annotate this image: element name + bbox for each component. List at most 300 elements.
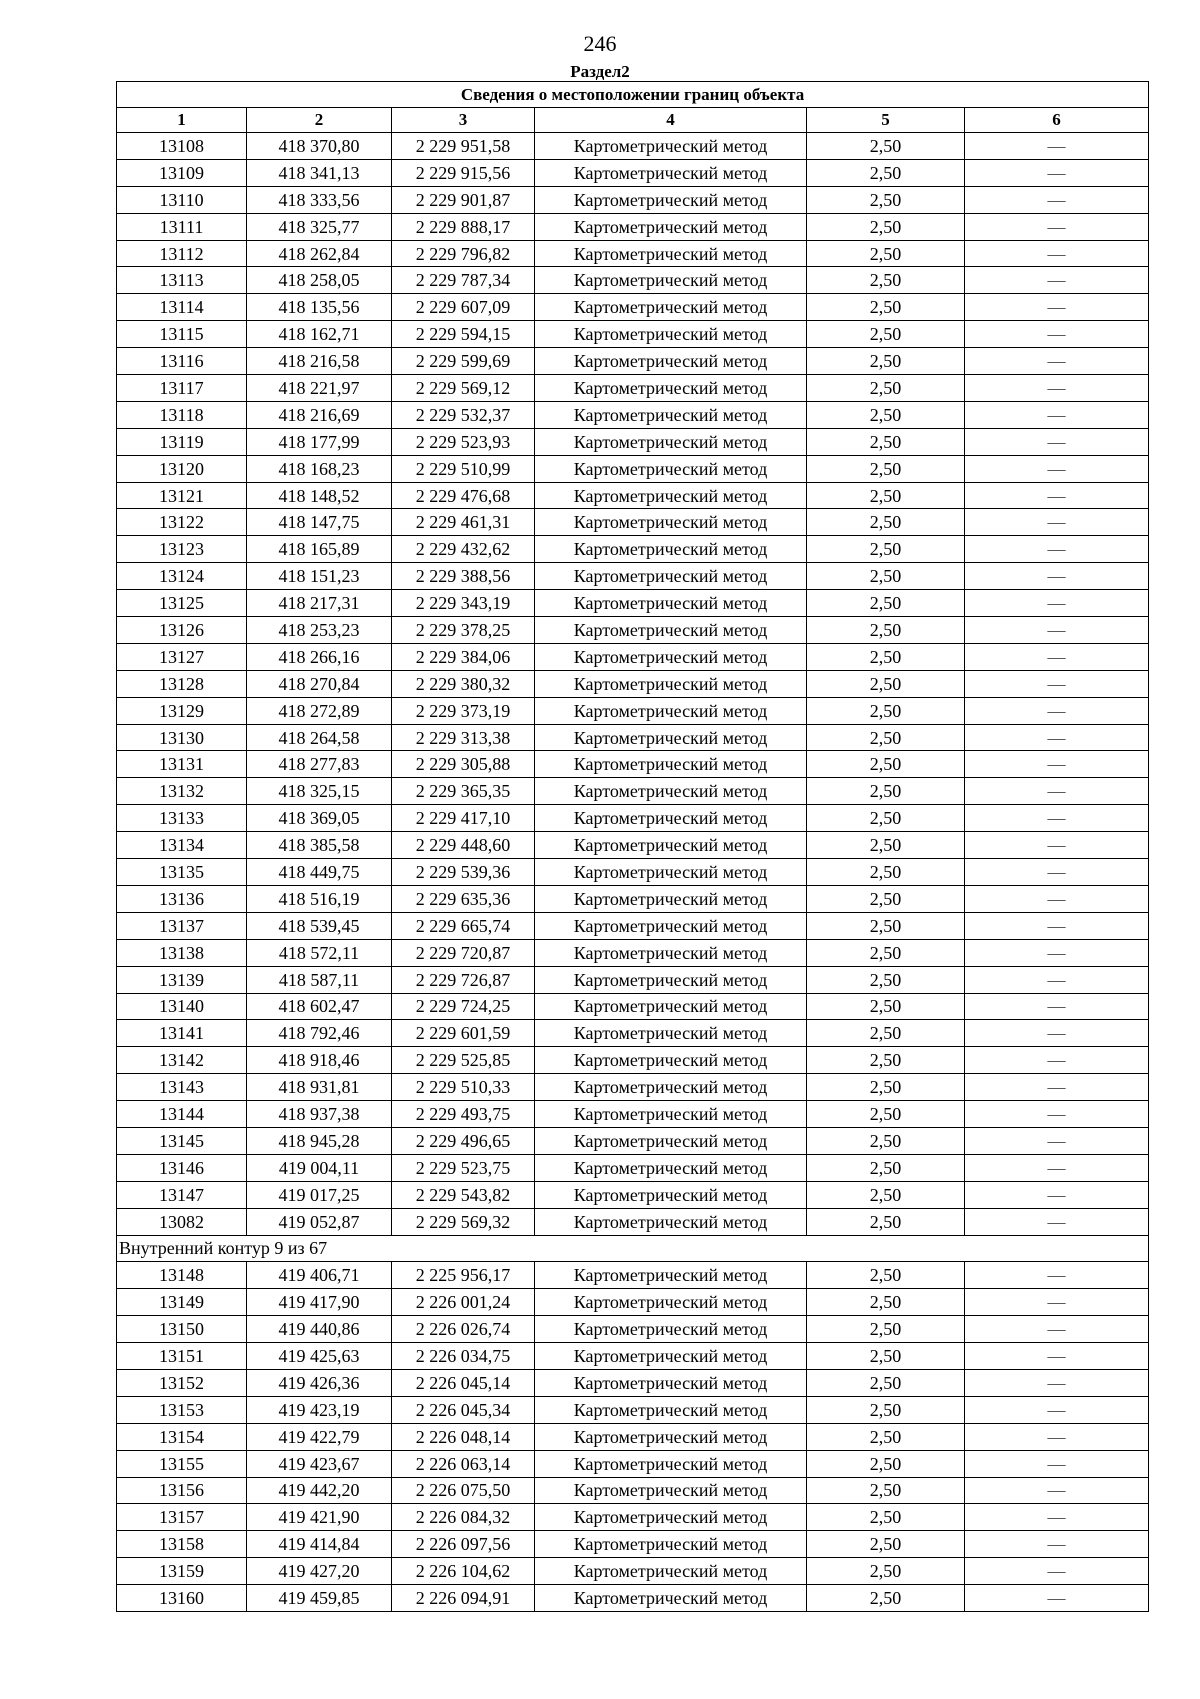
method-cell: Картометрический метод	[535, 1504, 807, 1531]
method-cell: Картометрический метод	[535, 1074, 807, 1101]
description-cell: —	[965, 993, 1149, 1020]
method-cell: Картометрический метод	[535, 885, 807, 912]
section-title: Раздел2	[570, 62, 630, 81]
y-coordinate-cell: 2 226 045,34	[392, 1396, 535, 1423]
accuracy-cell: 2,50	[807, 213, 965, 240]
point-number-cell: 13124	[117, 563, 247, 590]
point-number-cell: 13153	[117, 1396, 247, 1423]
y-coordinate-cell: 2 229 523,93	[392, 428, 535, 455]
table-row	[117, 267, 1149, 294]
point-number-cell: 13113	[117, 267, 247, 294]
point-number-cell: 13137	[117, 912, 247, 939]
table-row	[117, 482, 1149, 509]
description-cell: —	[965, 778, 1149, 805]
table-row	[117, 859, 1149, 886]
x-coordinate-cell: 419 440,86	[247, 1316, 392, 1343]
y-coordinate-cell: 2 229 365,35	[392, 778, 535, 805]
x-coordinate-cell: 419 422,79	[247, 1423, 392, 1450]
y-coordinate-cell: 2 229 796,82	[392, 240, 535, 267]
y-coordinate-cell: 2 229 525,85	[392, 1047, 535, 1074]
accuracy-cell: 2,50	[807, 670, 965, 697]
method-cell: Картометрический метод	[535, 724, 807, 751]
point-number-cell: 13127	[117, 643, 247, 670]
description-cell: —	[965, 1477, 1149, 1504]
table-row	[117, 966, 1149, 993]
x-coordinate-cell: 418 587,11	[247, 966, 392, 993]
description-cell: —	[965, 348, 1149, 375]
y-coordinate-cell: 2 226 084,32	[392, 1504, 535, 1531]
table-row	[117, 428, 1149, 455]
method-cell: Картометрический метод	[535, 912, 807, 939]
accuracy-cell: 2,50	[807, 751, 965, 778]
description-cell: —	[965, 1262, 1149, 1289]
method-cell: Картометрический метод	[535, 805, 807, 832]
point-number-cell: 13159	[117, 1558, 247, 1585]
description-cell: —	[965, 1047, 1149, 1074]
point-number-cell: 13140	[117, 993, 247, 1020]
x-coordinate-cell: 419 004,11	[247, 1154, 392, 1181]
point-number-cell: 13115	[117, 321, 247, 348]
table-row	[117, 186, 1149, 213]
page-number: 246	[583, 31, 617, 56]
method-cell: Картометрический метод	[535, 590, 807, 617]
accuracy-cell: 2,50	[807, 267, 965, 294]
y-coordinate-cell: 2 226 048,14	[392, 1423, 535, 1450]
description-cell: —	[965, 1396, 1149, 1423]
point-number-cell: 13136	[117, 885, 247, 912]
point-number-cell: 13147	[117, 1181, 247, 1208]
table-row	[117, 1343, 1149, 1370]
point-number-cell: 13112	[117, 240, 247, 267]
column-number: 6	[965, 108, 1149, 133]
x-coordinate-cell: 418 602,47	[247, 993, 392, 1020]
table-row	[117, 536, 1149, 563]
table-row	[117, 1127, 1149, 1154]
table-row	[117, 1262, 1149, 1289]
description-cell: —	[965, 294, 1149, 321]
method-cell: Картометрический метод	[535, 670, 807, 697]
point-number-cell: 13139	[117, 966, 247, 993]
point-number-cell: 13148	[117, 1262, 247, 1289]
x-coordinate-cell: 418 148,52	[247, 482, 392, 509]
description-cell: —	[965, 455, 1149, 482]
table-row	[117, 805, 1149, 832]
x-coordinate-cell: 418 325,15	[247, 778, 392, 805]
table-row	[117, 1154, 1149, 1181]
method-cell: Картометрический метод	[535, 697, 807, 724]
table-row	[117, 697, 1149, 724]
x-coordinate-cell: 419 423,67	[247, 1450, 392, 1477]
point-number-cell: 13129	[117, 697, 247, 724]
table-row	[117, 885, 1149, 912]
x-coordinate-cell: 419 427,20	[247, 1558, 392, 1585]
y-coordinate-cell: 2 229 951,58	[392, 133, 535, 160]
point-number-cell: 13110	[117, 186, 247, 213]
y-coordinate-cell: 2 229 569,12	[392, 375, 535, 402]
table-row	[117, 643, 1149, 670]
x-coordinate-cell: 418 216,58	[247, 348, 392, 375]
y-coordinate-cell: 2 229 607,09	[392, 294, 535, 321]
table-caption: Сведения о местоположении границ объекта	[117, 82, 1149, 108]
x-coordinate-cell: 418 272,89	[247, 697, 392, 724]
accuracy-cell: 2,50	[807, 1369, 965, 1396]
accuracy-cell: 2,50	[807, 617, 965, 644]
method-cell: Картометрический метод	[535, 1477, 807, 1504]
x-coordinate-cell: 419 423,19	[247, 1396, 392, 1423]
accuracy-cell: 2,50	[807, 348, 965, 375]
accuracy-cell: 2,50	[807, 1020, 965, 1047]
table-row	[117, 1047, 1149, 1074]
y-coordinate-cell: 2 226 001,24	[392, 1289, 535, 1316]
method-cell: Картометрический метод	[535, 1531, 807, 1558]
accuracy-cell: 2,50	[807, 885, 965, 912]
method-cell: Картометрический метод	[535, 1047, 807, 1074]
point-number-cell: 13117	[117, 375, 247, 402]
point-number-cell: 13158	[117, 1531, 247, 1558]
table-row	[117, 1450, 1149, 1477]
x-coordinate-cell: 419 417,90	[247, 1289, 392, 1316]
x-coordinate-cell: 418 945,28	[247, 1127, 392, 1154]
point-number-cell: 13118	[117, 401, 247, 428]
y-coordinate-cell: 2 229 635,36	[392, 885, 535, 912]
point-number-cell: 13116	[117, 348, 247, 375]
accuracy-cell: 2,50	[807, 859, 965, 886]
description-cell: —	[965, 697, 1149, 724]
accuracy-cell: 2,50	[807, 1101, 965, 1128]
method-cell: Картометрический метод	[535, 1396, 807, 1423]
description-cell: —	[965, 912, 1149, 939]
method-cell: Картометрический метод	[535, 240, 807, 267]
point-number-cell: 13122	[117, 509, 247, 536]
method-cell: Картометрический метод	[535, 375, 807, 402]
y-coordinate-cell: 2 229 569,32	[392, 1208, 535, 1235]
y-coordinate-cell: 2 229 432,62	[392, 536, 535, 563]
method-cell: Картометрический метод	[535, 213, 807, 240]
table-row	[117, 993, 1149, 1020]
accuracy-cell: 2,50	[807, 536, 965, 563]
table-row	[117, 751, 1149, 778]
x-coordinate-cell: 418 168,23	[247, 455, 392, 482]
point-number-cell: 13144	[117, 1101, 247, 1128]
table-row	[117, 1585, 1149, 1612]
table-row	[117, 1531, 1149, 1558]
accuracy-cell: 2,50	[807, 590, 965, 617]
table-body	[117, 133, 1149, 1612]
accuracy-cell: 2,50	[807, 724, 965, 751]
point-number-cell: 13151	[117, 1343, 247, 1370]
y-coordinate-cell: 2 226 104,62	[392, 1558, 535, 1585]
method-cell: Картометрический метод	[535, 1289, 807, 1316]
table-row	[117, 401, 1149, 428]
description-cell: —	[965, 267, 1149, 294]
accuracy-cell: 2,50	[807, 805, 965, 832]
y-coordinate-cell: 2 229 539,36	[392, 859, 535, 886]
method-cell: Картометрический метод	[535, 832, 807, 859]
point-number-cell: 13119	[117, 428, 247, 455]
table-row	[117, 1289, 1149, 1316]
x-coordinate-cell: 418 325,77	[247, 213, 392, 240]
accuracy-cell: 2,50	[807, 428, 965, 455]
y-coordinate-cell: 2 226 094,91	[392, 1585, 535, 1612]
description-cell: —	[965, 670, 1149, 697]
x-coordinate-cell: 418 216,69	[247, 401, 392, 428]
description-cell: —	[965, 186, 1149, 213]
point-number-cell: 13154	[117, 1423, 247, 1450]
y-coordinate-cell: 2 229 510,99	[392, 455, 535, 482]
method-cell: Картометрический метод	[535, 1101, 807, 1128]
y-coordinate-cell: 2 229 594,15	[392, 321, 535, 348]
accuracy-cell: 2,50	[807, 1585, 965, 1612]
x-coordinate-cell: 418 918,46	[247, 1047, 392, 1074]
table-row	[117, 1020, 1149, 1047]
y-coordinate-cell: 2 229 476,68	[392, 482, 535, 509]
point-number-cell: 13126	[117, 617, 247, 644]
method-cell: Картометрический метод	[535, 348, 807, 375]
x-coordinate-cell: 419 414,84	[247, 1531, 392, 1558]
accuracy-cell: 2,50	[807, 1531, 965, 1558]
y-coordinate-cell: 2 229 532,37	[392, 401, 535, 428]
y-coordinate-cell: 2 229 720,87	[392, 939, 535, 966]
point-number-cell: 13082	[117, 1208, 247, 1235]
point-number-cell: 13111	[117, 213, 247, 240]
point-number-cell: 13131	[117, 751, 247, 778]
y-coordinate-cell: 2 229 380,32	[392, 670, 535, 697]
method-cell: Картометрический метод	[535, 939, 807, 966]
y-coordinate-cell: 2 229 510,33	[392, 1074, 535, 1101]
x-coordinate-cell: 418 931,81	[247, 1074, 392, 1101]
description-cell: —	[965, 1208, 1149, 1235]
point-number-cell: 13128	[117, 670, 247, 697]
x-coordinate-cell: 419 421,90	[247, 1504, 392, 1531]
x-coordinate-cell: 418 516,19	[247, 885, 392, 912]
accuracy-cell: 2,50	[807, 186, 965, 213]
description-cell: —	[965, 1558, 1149, 1585]
table-row	[117, 375, 1149, 402]
method-cell: Картометрический метод	[535, 1585, 807, 1612]
accuracy-cell: 2,50	[807, 778, 965, 805]
table-row	[117, 1181, 1149, 1208]
method-cell: Картометрический метод	[535, 509, 807, 536]
point-number-cell: 13138	[117, 939, 247, 966]
point-number-cell: 13145	[117, 1127, 247, 1154]
accuracy-cell: 2,50	[807, 912, 965, 939]
description-cell: —	[965, 751, 1149, 778]
y-coordinate-cell: 2 229 496,65	[392, 1127, 535, 1154]
x-coordinate-cell: 418 165,89	[247, 536, 392, 563]
method-cell: Картометрический метод	[535, 536, 807, 563]
point-number-cell: 13121	[117, 482, 247, 509]
accuracy-cell: 2,50	[807, 563, 965, 590]
description-cell: —	[965, 1369, 1149, 1396]
y-coordinate-cell: 2 226 075,50	[392, 1477, 535, 1504]
point-number-cell: 13142	[117, 1047, 247, 1074]
method-cell: Картометрический метод	[535, 482, 807, 509]
table-row	[117, 617, 1149, 644]
x-coordinate-cell: 419 426,36	[247, 1369, 392, 1396]
accuracy-cell: 2,50	[807, 1262, 965, 1289]
method-cell: Картометрический метод	[535, 133, 807, 160]
accuracy-cell: 2,50	[807, 1558, 965, 1585]
method-cell: Картометрический метод	[535, 186, 807, 213]
table-row	[117, 348, 1149, 375]
description-cell: —	[965, 966, 1149, 993]
y-coordinate-cell: 2 229 726,87	[392, 966, 535, 993]
method-cell: Картометрический метод	[535, 563, 807, 590]
accuracy-cell: 2,50	[807, 697, 965, 724]
x-coordinate-cell: 418 264,58	[247, 724, 392, 751]
x-coordinate-cell: 418 277,83	[247, 751, 392, 778]
table-row	[117, 1316, 1149, 1343]
x-coordinate-cell: 418 937,38	[247, 1101, 392, 1128]
table-row	[117, 670, 1149, 697]
table-row	[117, 1208, 1149, 1235]
table-row	[117, 133, 1149, 160]
column-number: 4	[535, 108, 807, 133]
x-coordinate-cell: 418 151,23	[247, 563, 392, 590]
y-coordinate-cell: 2 229 665,74	[392, 912, 535, 939]
accuracy-cell: 2,50	[807, 1316, 965, 1343]
accuracy-cell: 2,50	[807, 1396, 965, 1423]
y-coordinate-cell: 2 229 378,25	[392, 617, 535, 644]
column-number: 1	[117, 108, 247, 133]
point-number-cell: 13152	[117, 1369, 247, 1396]
x-coordinate-cell: 418 147,75	[247, 509, 392, 536]
table-row	[117, 939, 1149, 966]
method-cell: Картометрический метод	[535, 751, 807, 778]
point-number-cell: 13132	[117, 778, 247, 805]
accuracy-cell: 2,50	[807, 159, 965, 186]
x-coordinate-cell: 418 572,11	[247, 939, 392, 966]
point-number-cell: 13149	[117, 1289, 247, 1316]
table-row	[117, 509, 1149, 536]
y-coordinate-cell: 2 229 493,75	[392, 1101, 535, 1128]
accuracy-cell: 2,50	[807, 133, 965, 160]
accuracy-cell: 2,50	[807, 1127, 965, 1154]
description-cell: —	[965, 509, 1149, 536]
accuracy-cell: 2,50	[807, 321, 965, 348]
description-cell: —	[965, 1127, 1149, 1154]
description-cell: —	[965, 832, 1149, 859]
y-coordinate-cell: 2 229 461,31	[392, 509, 535, 536]
point-number-cell: 13108	[117, 133, 247, 160]
accuracy-cell: 2,50	[807, 1074, 965, 1101]
table-row	[117, 832, 1149, 859]
y-coordinate-cell: 2 229 384,06	[392, 643, 535, 670]
x-coordinate-cell: 418 385,58	[247, 832, 392, 859]
x-coordinate-cell: 419 406,71	[247, 1262, 392, 1289]
point-number-cell: 13130	[117, 724, 247, 751]
method-cell: Картометрический метод	[535, 1208, 807, 1235]
table-row	[117, 240, 1149, 267]
method-cell: Картометрический метод	[535, 643, 807, 670]
x-coordinate-cell: 419 425,63	[247, 1343, 392, 1370]
y-coordinate-cell: 2 229 343,19	[392, 590, 535, 617]
y-coordinate-cell: 2 229 417,10	[392, 805, 535, 832]
description-cell: —	[965, 1289, 1149, 1316]
point-number-cell: 13120	[117, 455, 247, 482]
method-cell: Картометрический метод	[535, 1127, 807, 1154]
x-coordinate-cell: 418 177,99	[247, 428, 392, 455]
y-coordinate-cell: 2 226 034,75	[392, 1343, 535, 1370]
x-coordinate-cell: 418 270,84	[247, 670, 392, 697]
y-coordinate-cell: 2 226 097,56	[392, 1531, 535, 1558]
description-cell: —	[965, 643, 1149, 670]
method-cell: Картометрический метод	[535, 294, 807, 321]
contour-subheader: Внутренний контур 9 из 67	[117, 1235, 1149, 1262]
description-cell: —	[965, 724, 1149, 751]
accuracy-cell: 2,50	[807, 993, 965, 1020]
x-coordinate-cell: 418 792,46	[247, 1020, 392, 1047]
x-coordinate-cell: 419 017,25	[247, 1181, 392, 1208]
method-cell: Картометрический метод	[535, 401, 807, 428]
accuracy-cell: 2,50	[807, 240, 965, 267]
column-number: 2	[247, 108, 392, 133]
method-cell: Картометрический метод	[535, 1181, 807, 1208]
point-number-cell: 13146	[117, 1154, 247, 1181]
description-cell: —	[965, 1101, 1149, 1128]
accuracy-cell: 2,50	[807, 1423, 965, 1450]
y-coordinate-cell: 2 226 063,14	[392, 1450, 535, 1477]
y-coordinate-cell: 2 229 388,56	[392, 563, 535, 590]
y-coordinate-cell: 2 229 543,82	[392, 1181, 535, 1208]
method-cell: Картометрический метод	[535, 1316, 807, 1343]
y-coordinate-cell: 2 229 373,19	[392, 697, 535, 724]
description-cell: —	[965, 1181, 1149, 1208]
method-cell: Картометрический метод	[535, 1369, 807, 1396]
description-cell: —	[965, 1585, 1149, 1612]
x-coordinate-cell: 418 221,97	[247, 375, 392, 402]
point-number-cell: 13160	[117, 1585, 247, 1612]
table-row	[117, 455, 1149, 482]
description-cell: —	[965, 1450, 1149, 1477]
accuracy-cell: 2,50	[807, 966, 965, 993]
description-cell: —	[965, 133, 1149, 160]
x-coordinate-cell: 418 333,56	[247, 186, 392, 213]
table-row	[117, 294, 1149, 321]
description-cell: —	[965, 1154, 1149, 1181]
description-cell: —	[965, 240, 1149, 267]
method-cell: Картометрический метод	[535, 1450, 807, 1477]
method-cell: Картометрический метод	[535, 1020, 807, 1047]
y-coordinate-cell: 2 229 305,88	[392, 751, 535, 778]
accuracy-cell: 2,50	[807, 1504, 965, 1531]
x-coordinate-cell: 418 370,80	[247, 133, 392, 160]
table-row	[117, 778, 1149, 805]
description-cell: —	[965, 1531, 1149, 1558]
x-coordinate-cell: 418 217,31	[247, 590, 392, 617]
x-coordinate-cell: 418 135,56	[247, 294, 392, 321]
description-cell: —	[965, 1020, 1149, 1047]
x-coordinate-cell: 418 449,75	[247, 859, 392, 886]
description-cell: —	[965, 939, 1149, 966]
table-row	[117, 1423, 1149, 1450]
column-number-row	[117, 108, 1149, 133]
accuracy-cell: 2,50	[807, 294, 965, 321]
y-coordinate-cell: 2 229 901,87	[392, 186, 535, 213]
x-coordinate-cell: 418 266,16	[247, 643, 392, 670]
accuracy-cell: 2,50	[807, 939, 965, 966]
description-cell: —	[965, 321, 1149, 348]
table-row	[117, 159, 1149, 186]
table-row	[117, 1504, 1149, 1531]
method-cell: Картометрический метод	[535, 1343, 807, 1370]
accuracy-cell: 2,50	[807, 455, 965, 482]
y-coordinate-cell: 2 225 956,17	[392, 1262, 535, 1289]
method-cell: Картометрический метод	[535, 267, 807, 294]
point-number-cell: 13135	[117, 859, 247, 886]
description-cell: —	[965, 375, 1149, 402]
accuracy-cell: 2,50	[807, 401, 965, 428]
